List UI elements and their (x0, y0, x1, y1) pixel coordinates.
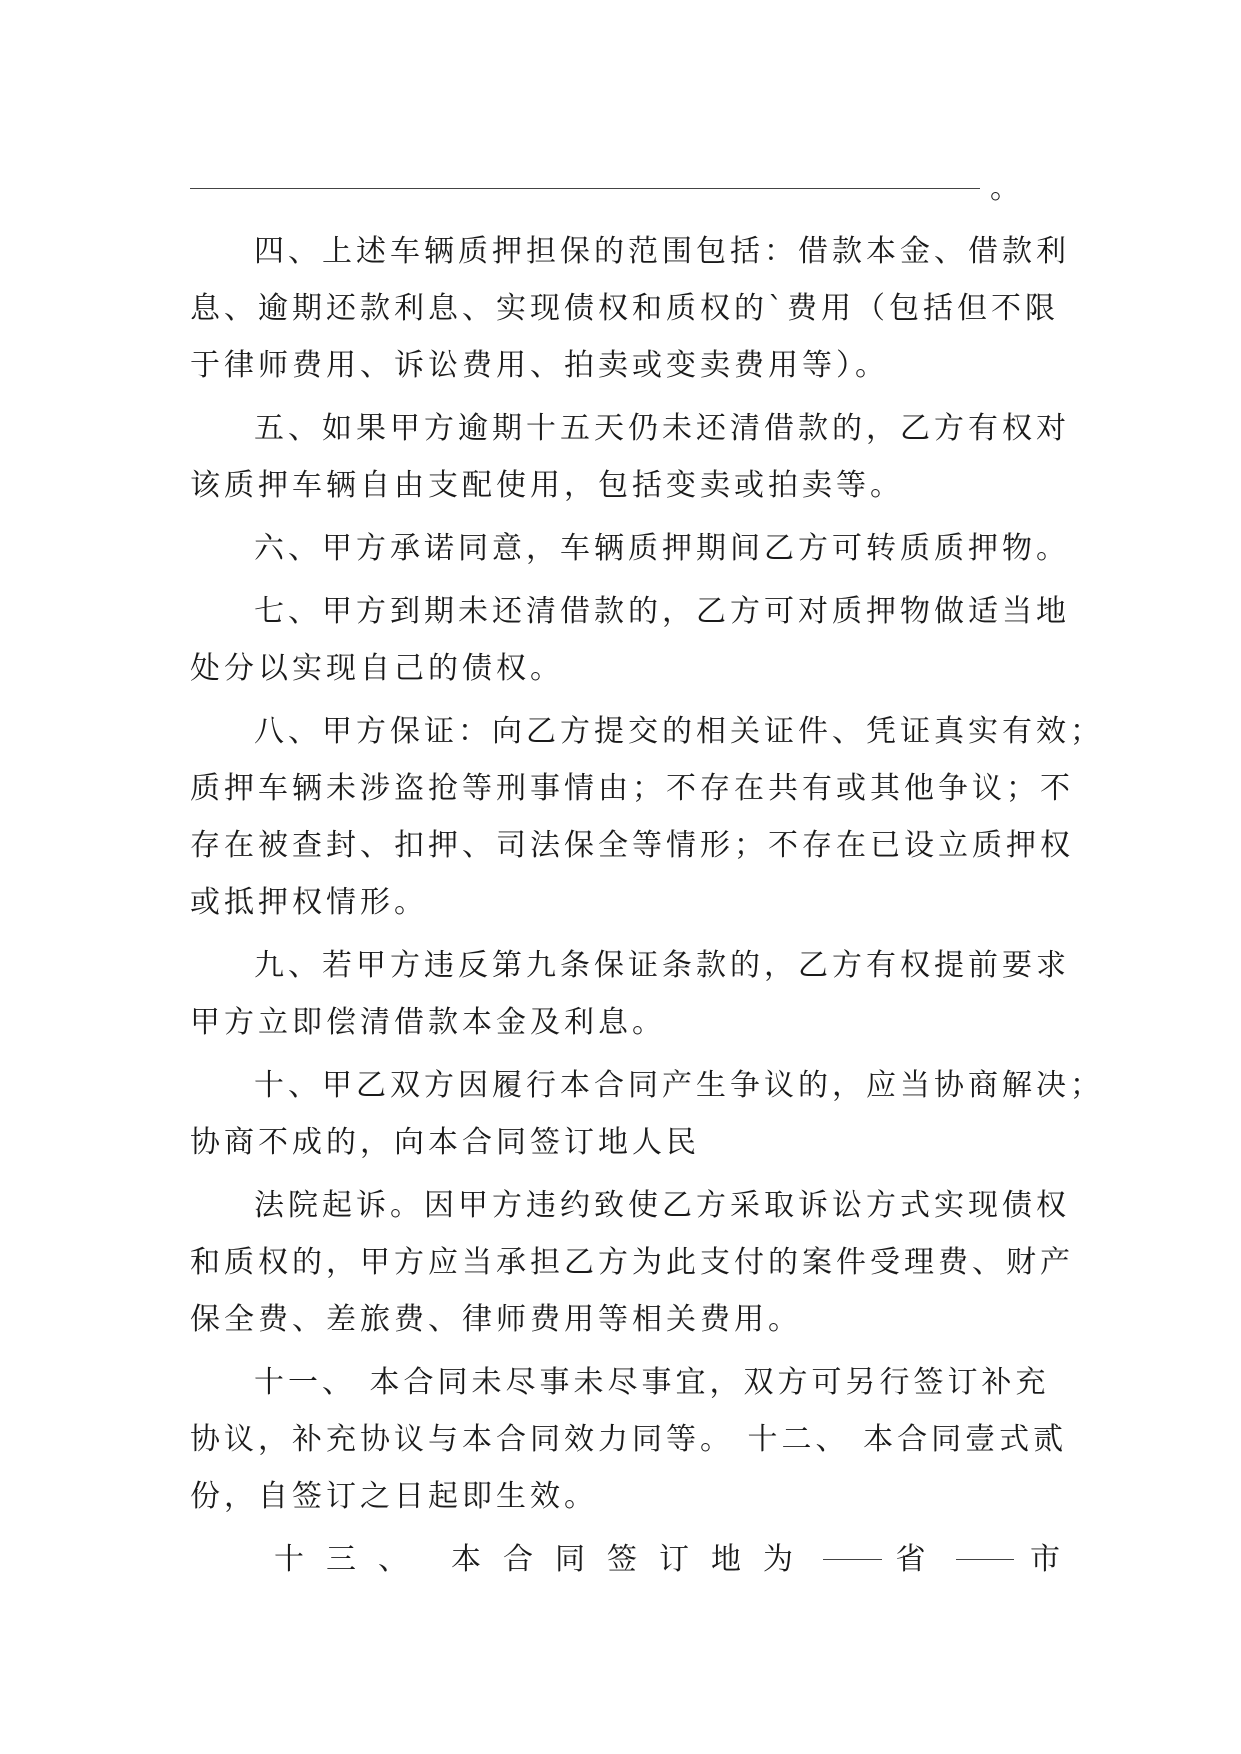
text-line: 协议，补充协议与本合同效力同等。 十二、 本合同壹式贰 (190, 1422, 1068, 1457)
text-line: 存在被查封、扣押、司法保全等情形；不存在已设立质押权 (190, 828, 1074, 863)
province-blank (823, 1559, 881, 1560)
text-line: 九、若甲方违反第九条保证条款的，乙方有权提前要求 (254, 948, 1070, 983)
top-line-end: 。 (990, 171, 1024, 206)
text-line: 保全费、差旅费、律师费用等相关费用。 (190, 1302, 802, 1337)
text-line: 甲方立即偿清借款本金及利息。 (190, 1005, 666, 1040)
text-line: 或抵押权情形。 (190, 885, 428, 920)
text-line: 协商不成的，向本合同签订地人民 (190, 1125, 700, 1160)
city-label: 市 (1029, 1542, 1060, 1577)
fill-in-blank (190, 188, 980, 189)
signing-place-line (190, 1531, 1060, 1588)
signing-place-label: 本合同签订地为 (451, 1542, 816, 1577)
paragraph-lines (190, 223, 1104, 1525)
text-line: 于律师费用、诉讼费用、拍卖或变卖费用等）。 (190, 348, 889, 383)
province-label: 省 (895, 1542, 926, 1577)
top-blank-line (190, 160, 1060, 217)
text-line: 份，自签订之日起即生效。 (190, 1479, 598, 1514)
text-line: 处分以实现自己的债权。 (190, 651, 564, 686)
text-line: 四、上述车辆质押担保的范围包括：借款本金、借款利 (254, 234, 1070, 269)
text-line: 十、甲乙双方因履行本合同产生争议的，应当协商解决； (254, 1068, 1104, 1103)
text-line: 和质权的，甲方应当承担乙方为此支付的案件受理费、财产 (190, 1245, 1074, 1280)
text-line: 六、甲方承诺同意，车辆质押期间乙方可转质质押物。 (254, 531, 1070, 566)
text-line: 息、逾期还款利息、实现债权和质权的`费用（包括但不限 (190, 291, 1059, 326)
text-line: 质押车辆未涉盗抢等刑事情由；不存在共有或其他争议；不 (190, 771, 1074, 806)
text-line: 法院起诉。因甲方违约致使乙方采取诉讼方式实现债权 (254, 1188, 1070, 1223)
text-line: 十一、 本合同未尽事未尽事宜，双方可另行签订补充 (254, 1365, 1050, 1400)
clause-number: 十三、 (274, 1542, 430, 1577)
text-line: 八、甲方保证：向乙方提交的相关证件、凭证真实有效； (254, 714, 1104, 749)
text-line: 七、甲方到期未还清借款的，乙方可对质押物做适当地 (254, 594, 1070, 629)
text-line: 该质押车辆自由支配使用，包括变卖或拍卖等。 (190, 468, 904, 503)
document-body (190, 160, 1104, 1588)
text-line: 五、如果甲方逾期十五天仍未还清借款的，乙方有权对 (254, 411, 1070, 446)
city-blank (956, 1559, 1014, 1560)
